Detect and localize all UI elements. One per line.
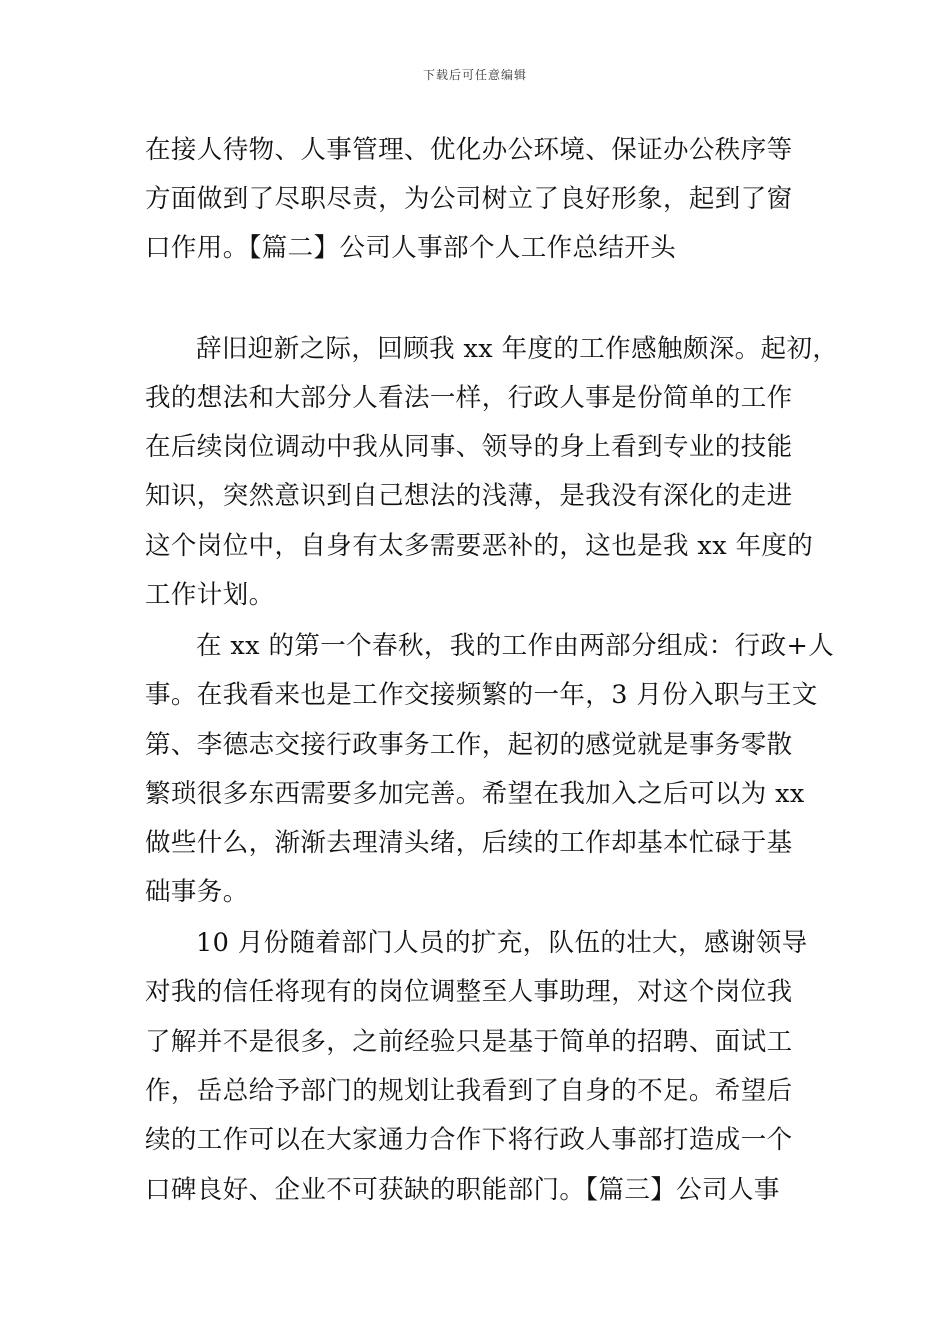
text-line: 我的想法和大部分人看法一样，行政人事是份简单的工作 (145, 383, 793, 413)
text-line: 口作用。【篇二】公司人事部个人工作总结开头 (145, 233, 677, 263)
text-line: 作，岳总给予部门的规划让我看到了自身的不足。希望后 (145, 1076, 793, 1106)
text-line: 口碑良好、企业不可获缺的职能部门。【篇三】公司人事 (145, 1175, 780, 1205)
page-header: 下载后可任意编辑 (422, 68, 527, 82)
text-line: 工作计划。 (145, 580, 275, 610)
text-line: 对我的信任将现有的岗位调整至人事助理，对这个岗位我 (145, 977, 793, 1007)
text-line: 繁琐很多东西需要多加完善。希望在我加入之后可以为 xx (145, 779, 805, 809)
text-line: 做些什么，渐渐去理清头绪，后续的工作却基本忙碌于基 (145, 828, 793, 858)
text-line: 础事务。 (145, 877, 249, 907)
text-line: 在后续岗位调动中我从同事、领导的身上看到专业的技能 (145, 432, 793, 462)
paragraph-first-line: 10 月份随着部门人员的扩充，队伍的壮大，感谢领导 (196, 928, 808, 958)
text-line: 知识，突然意识到自己想法的浅薄，是我没有深化的走进 (145, 481, 793, 511)
text-line: 续的工作可以在大家通力合作下将行政人事部打造成一个 (145, 1125, 793, 1155)
paragraph-first-line: 辞旧迎新之际，回顾我 xx 年度的工作感触颇深。起初， (196, 334, 839, 364)
text-line: 方面做到了尽职尽责，为公司树立了良好形象，起到了窗 (145, 184, 793, 214)
paragraph-first-line: 在 xx 的第一个春秋，我的工作由两部分组成：行政+人 (196, 631, 835, 661)
text-line: 事。在我看来也是工作交接频繁的一年，3 月份入职与王文 (145, 680, 818, 710)
text-line: 这个岗位中，自身有太多需要恶补的，这也是我 xx 年度的 (145, 531, 814, 561)
text-line: 第、李德志交接行政事务工作，起初的感觉就是事务零散 (145, 730, 793, 760)
text-line: 在接人待物、人事管理、优化办公环境、保证办公秩序等 (145, 135, 793, 165)
text-line: 了解并不是很多，之前经验只是基于简单的招聘、面试工 (145, 1027, 793, 1057)
